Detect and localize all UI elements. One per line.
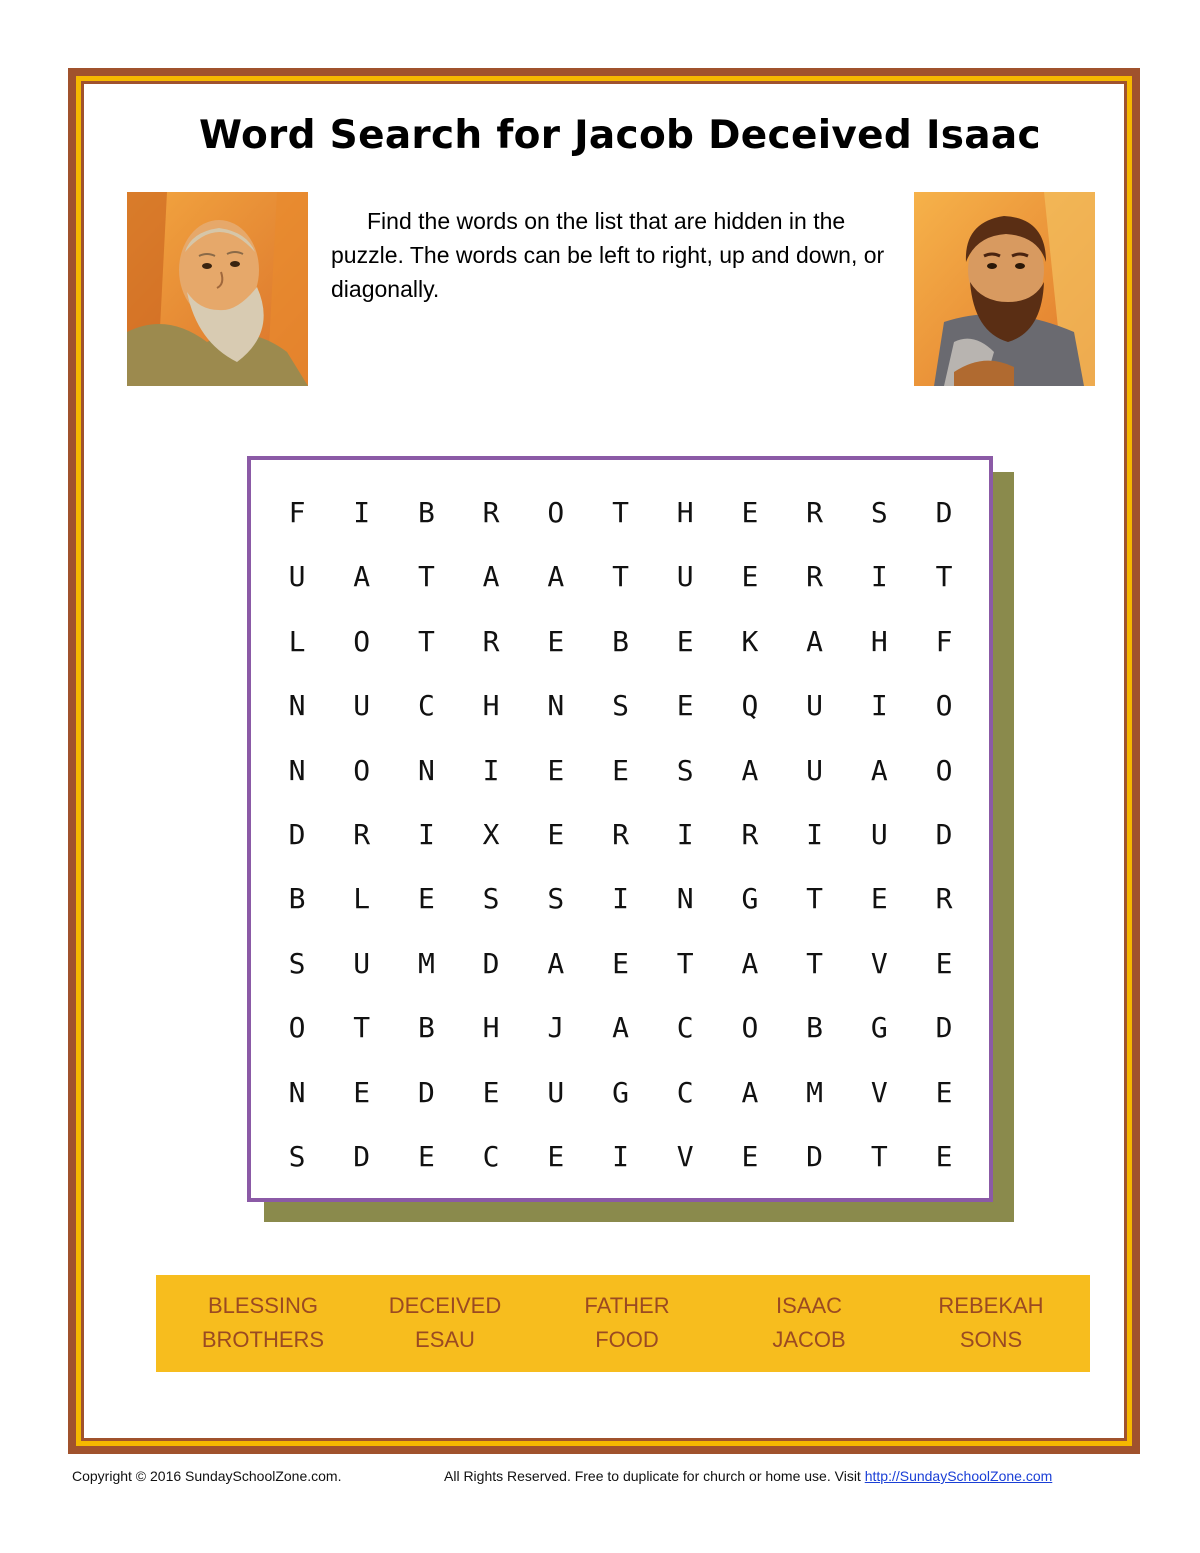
grid-letter: O xyxy=(547,496,565,529)
grid-row xyxy=(251,1011,989,1051)
grid-letter: E xyxy=(353,1075,371,1109)
word-bank-word: FOOD xyxy=(595,1327,659,1352)
grid-letter: A xyxy=(741,753,759,787)
grid-letter: F xyxy=(935,624,953,658)
grid-letter: U xyxy=(676,560,694,594)
grid-row xyxy=(251,1140,989,1180)
grid-letter: J xyxy=(547,1011,565,1045)
word-bank-column xyxy=(900,1289,1082,1357)
grid-letter: G xyxy=(870,1011,888,1045)
grid-letter: A xyxy=(547,560,565,594)
grid-letter: I xyxy=(870,560,888,594)
word-bank-word: ESAU xyxy=(415,1327,475,1352)
word-bank-column xyxy=(718,1289,900,1357)
word-bank-word: REBEKAH xyxy=(938,1293,1044,1318)
instructions-text: Find the words on the list that are hidden in the puzzle. The words can be left to right, up and down, or diagonally. xyxy=(331,208,885,302)
grid-letter: S xyxy=(870,496,888,529)
grid-letter: F xyxy=(288,496,306,529)
grid-letter: I xyxy=(482,753,500,787)
grid-letter: T xyxy=(612,496,629,529)
grid-row xyxy=(251,560,989,600)
grid-letter: E xyxy=(547,1140,565,1173)
grid-letter: T xyxy=(417,624,435,658)
grid-row xyxy=(251,754,989,794)
grid-letter: T xyxy=(870,1140,888,1173)
grid-letter: E xyxy=(935,1075,953,1109)
grid-row xyxy=(251,1076,989,1116)
grid-row xyxy=(251,625,989,665)
grid-letter: U xyxy=(806,753,824,787)
grid-letter: S xyxy=(676,753,694,787)
grid-letter: B xyxy=(288,882,306,916)
grid-letter: V xyxy=(870,946,888,980)
grid-letter: T xyxy=(417,560,435,594)
grid-letter: B xyxy=(417,1011,435,1045)
grid-letter: B xyxy=(417,496,435,529)
grid-letter: U xyxy=(547,1075,565,1109)
grid-letter: O xyxy=(935,689,953,723)
grid-letter: D xyxy=(806,1140,824,1173)
grid-letter: C xyxy=(482,1140,500,1173)
page-title: Word Search for Jacob Deceived Isaac xyxy=(199,113,1041,158)
grid-letter: I xyxy=(612,882,629,916)
grid-letter: E xyxy=(676,624,694,658)
grid-letter: O xyxy=(741,1011,759,1045)
grid-letter: V xyxy=(676,1140,694,1173)
grid-letter: I xyxy=(676,818,694,851)
grid-letter: A xyxy=(482,560,500,594)
grid-letter: U xyxy=(870,818,888,851)
grid-letter: Q xyxy=(741,689,759,723)
grid-letter: O xyxy=(935,753,953,787)
grid-letter: E xyxy=(612,753,629,787)
word-bank-word: ISAAC xyxy=(775,1293,843,1318)
esau-illustration xyxy=(914,192,1095,386)
word-bank-word: BROTHERS xyxy=(201,1327,325,1352)
grid-letter: E xyxy=(870,882,888,916)
grid-letter: G xyxy=(612,1075,629,1109)
grid-letter: A xyxy=(741,946,759,980)
grid-letter: E xyxy=(676,689,694,723)
grid-letter: S xyxy=(482,882,500,916)
grid-letter: S xyxy=(288,946,306,980)
grid-letter: E xyxy=(547,753,565,787)
grid-letter: R xyxy=(482,624,500,658)
grid-letter: B xyxy=(806,1011,824,1045)
grid-letter: H xyxy=(870,624,888,658)
grid-letter: R xyxy=(935,882,953,916)
grid-letter: S xyxy=(288,1140,306,1173)
grid-letter: C xyxy=(417,689,435,723)
grid-letter: L xyxy=(353,882,371,916)
grid-letter: D xyxy=(417,1075,435,1109)
grid-letter: K xyxy=(741,624,759,658)
grid-letter: B xyxy=(612,624,629,658)
grid-letter: T xyxy=(806,946,824,980)
site-link[interactable]: http://SundaySchoolZone.com xyxy=(864,1468,1053,1484)
word-bank-column xyxy=(354,1289,536,1357)
grid-letter: I xyxy=(353,496,371,529)
grid-row xyxy=(251,496,989,536)
grid-letter: T xyxy=(612,560,629,594)
grid-letter: E xyxy=(547,818,565,851)
grid-letter: O xyxy=(353,624,371,658)
word-search-grid xyxy=(247,456,993,1202)
word-bank xyxy=(156,1275,1090,1372)
isaac-illustration xyxy=(127,192,308,386)
word-bank-word: BLESSING xyxy=(207,1293,319,1318)
rights-line xyxy=(444,1468,1052,1484)
grid-letter: S xyxy=(612,689,629,723)
grid-letter: A xyxy=(612,1011,629,1045)
word-bank-word: SONS xyxy=(959,1327,1023,1352)
grid-letter: H xyxy=(482,1011,500,1045)
grid-letter: E xyxy=(741,496,759,529)
grid-letter: N xyxy=(288,689,306,723)
grid-letter: E xyxy=(612,946,629,980)
grid-letter: T xyxy=(353,1011,371,1045)
grid-letter: G xyxy=(741,882,759,916)
grid-letter: I xyxy=(612,1140,629,1173)
word-bank-word: FATHER xyxy=(584,1293,670,1318)
grid-letter: D xyxy=(935,1011,953,1045)
grid-row xyxy=(251,947,989,987)
grid-letter: R xyxy=(806,560,824,594)
grid-letter: R xyxy=(482,496,500,529)
grid-letter: A xyxy=(547,946,565,980)
grid-letter: A xyxy=(741,1075,759,1109)
grid-letter: S xyxy=(547,882,565,916)
rights-text: All Rights Reserved. Free to duplicate for church or home use. Visit xyxy=(444,1468,861,1484)
grid-letter: N xyxy=(547,689,565,723)
word-bank-column xyxy=(172,1289,354,1357)
grid-letter: E xyxy=(482,1075,500,1109)
grid-letter: A xyxy=(806,624,824,658)
grid-row xyxy=(251,818,989,858)
grid-letter: O xyxy=(353,753,371,787)
grid-letter: C xyxy=(676,1075,694,1109)
grid-letter: L xyxy=(288,624,306,658)
grid-letter: U xyxy=(806,689,824,723)
grid-letter: H xyxy=(482,689,500,723)
grid-letter: R xyxy=(612,818,629,851)
grid-letter: N xyxy=(288,1075,306,1109)
grid-letter: U xyxy=(288,560,306,594)
grid-letter: E xyxy=(935,946,953,980)
grid-row xyxy=(251,882,989,922)
grid-letter: D xyxy=(482,946,500,980)
grid-letter: E xyxy=(417,1140,435,1173)
grid-letter: U xyxy=(353,689,371,723)
grid-letter: D xyxy=(935,818,953,851)
grid-letter: E xyxy=(417,882,435,916)
grid-letter: A xyxy=(870,753,888,787)
grid-letter: I xyxy=(870,689,888,723)
grid-letter: X xyxy=(482,818,500,851)
grid-letter: T xyxy=(935,560,953,594)
grid-letter: E xyxy=(935,1140,953,1173)
grid-letter: R xyxy=(806,496,824,529)
grid-letter: I xyxy=(417,818,435,851)
grid-letter: M xyxy=(806,1075,824,1109)
word-bank-column xyxy=(536,1289,718,1357)
grid-letter: T xyxy=(806,882,824,916)
grid-letter: H xyxy=(676,496,694,529)
copyright-text: Copyright © 2016 SundaySchoolZone.com. xyxy=(72,1468,342,1484)
word-bank-word: JACOB xyxy=(772,1327,846,1352)
grid-letter: A xyxy=(353,560,371,594)
grid-letter: I xyxy=(806,818,824,851)
grid-letter: C xyxy=(676,1011,694,1045)
grid-letter: N xyxy=(676,882,694,916)
grid-letter: M xyxy=(417,946,435,980)
word-bank-word: DECEIVED xyxy=(388,1293,502,1318)
grid-letter: N xyxy=(417,753,435,787)
grid-letter: R xyxy=(741,818,759,851)
grid-letter: O xyxy=(288,1011,306,1045)
grid-letter: E xyxy=(741,1140,759,1173)
grid-letter: N xyxy=(288,753,306,787)
grid-letter: R xyxy=(353,818,371,851)
grid-row xyxy=(251,689,989,729)
grid-letter: D xyxy=(353,1140,371,1173)
grid-letter: E xyxy=(547,624,565,658)
grid-letter: E xyxy=(741,560,759,594)
grid-letter: T xyxy=(676,946,694,980)
grid-letter: D xyxy=(935,496,953,529)
grid-letter: V xyxy=(870,1075,888,1109)
grid-letter: U xyxy=(353,946,371,980)
grid-letter: D xyxy=(288,818,306,851)
